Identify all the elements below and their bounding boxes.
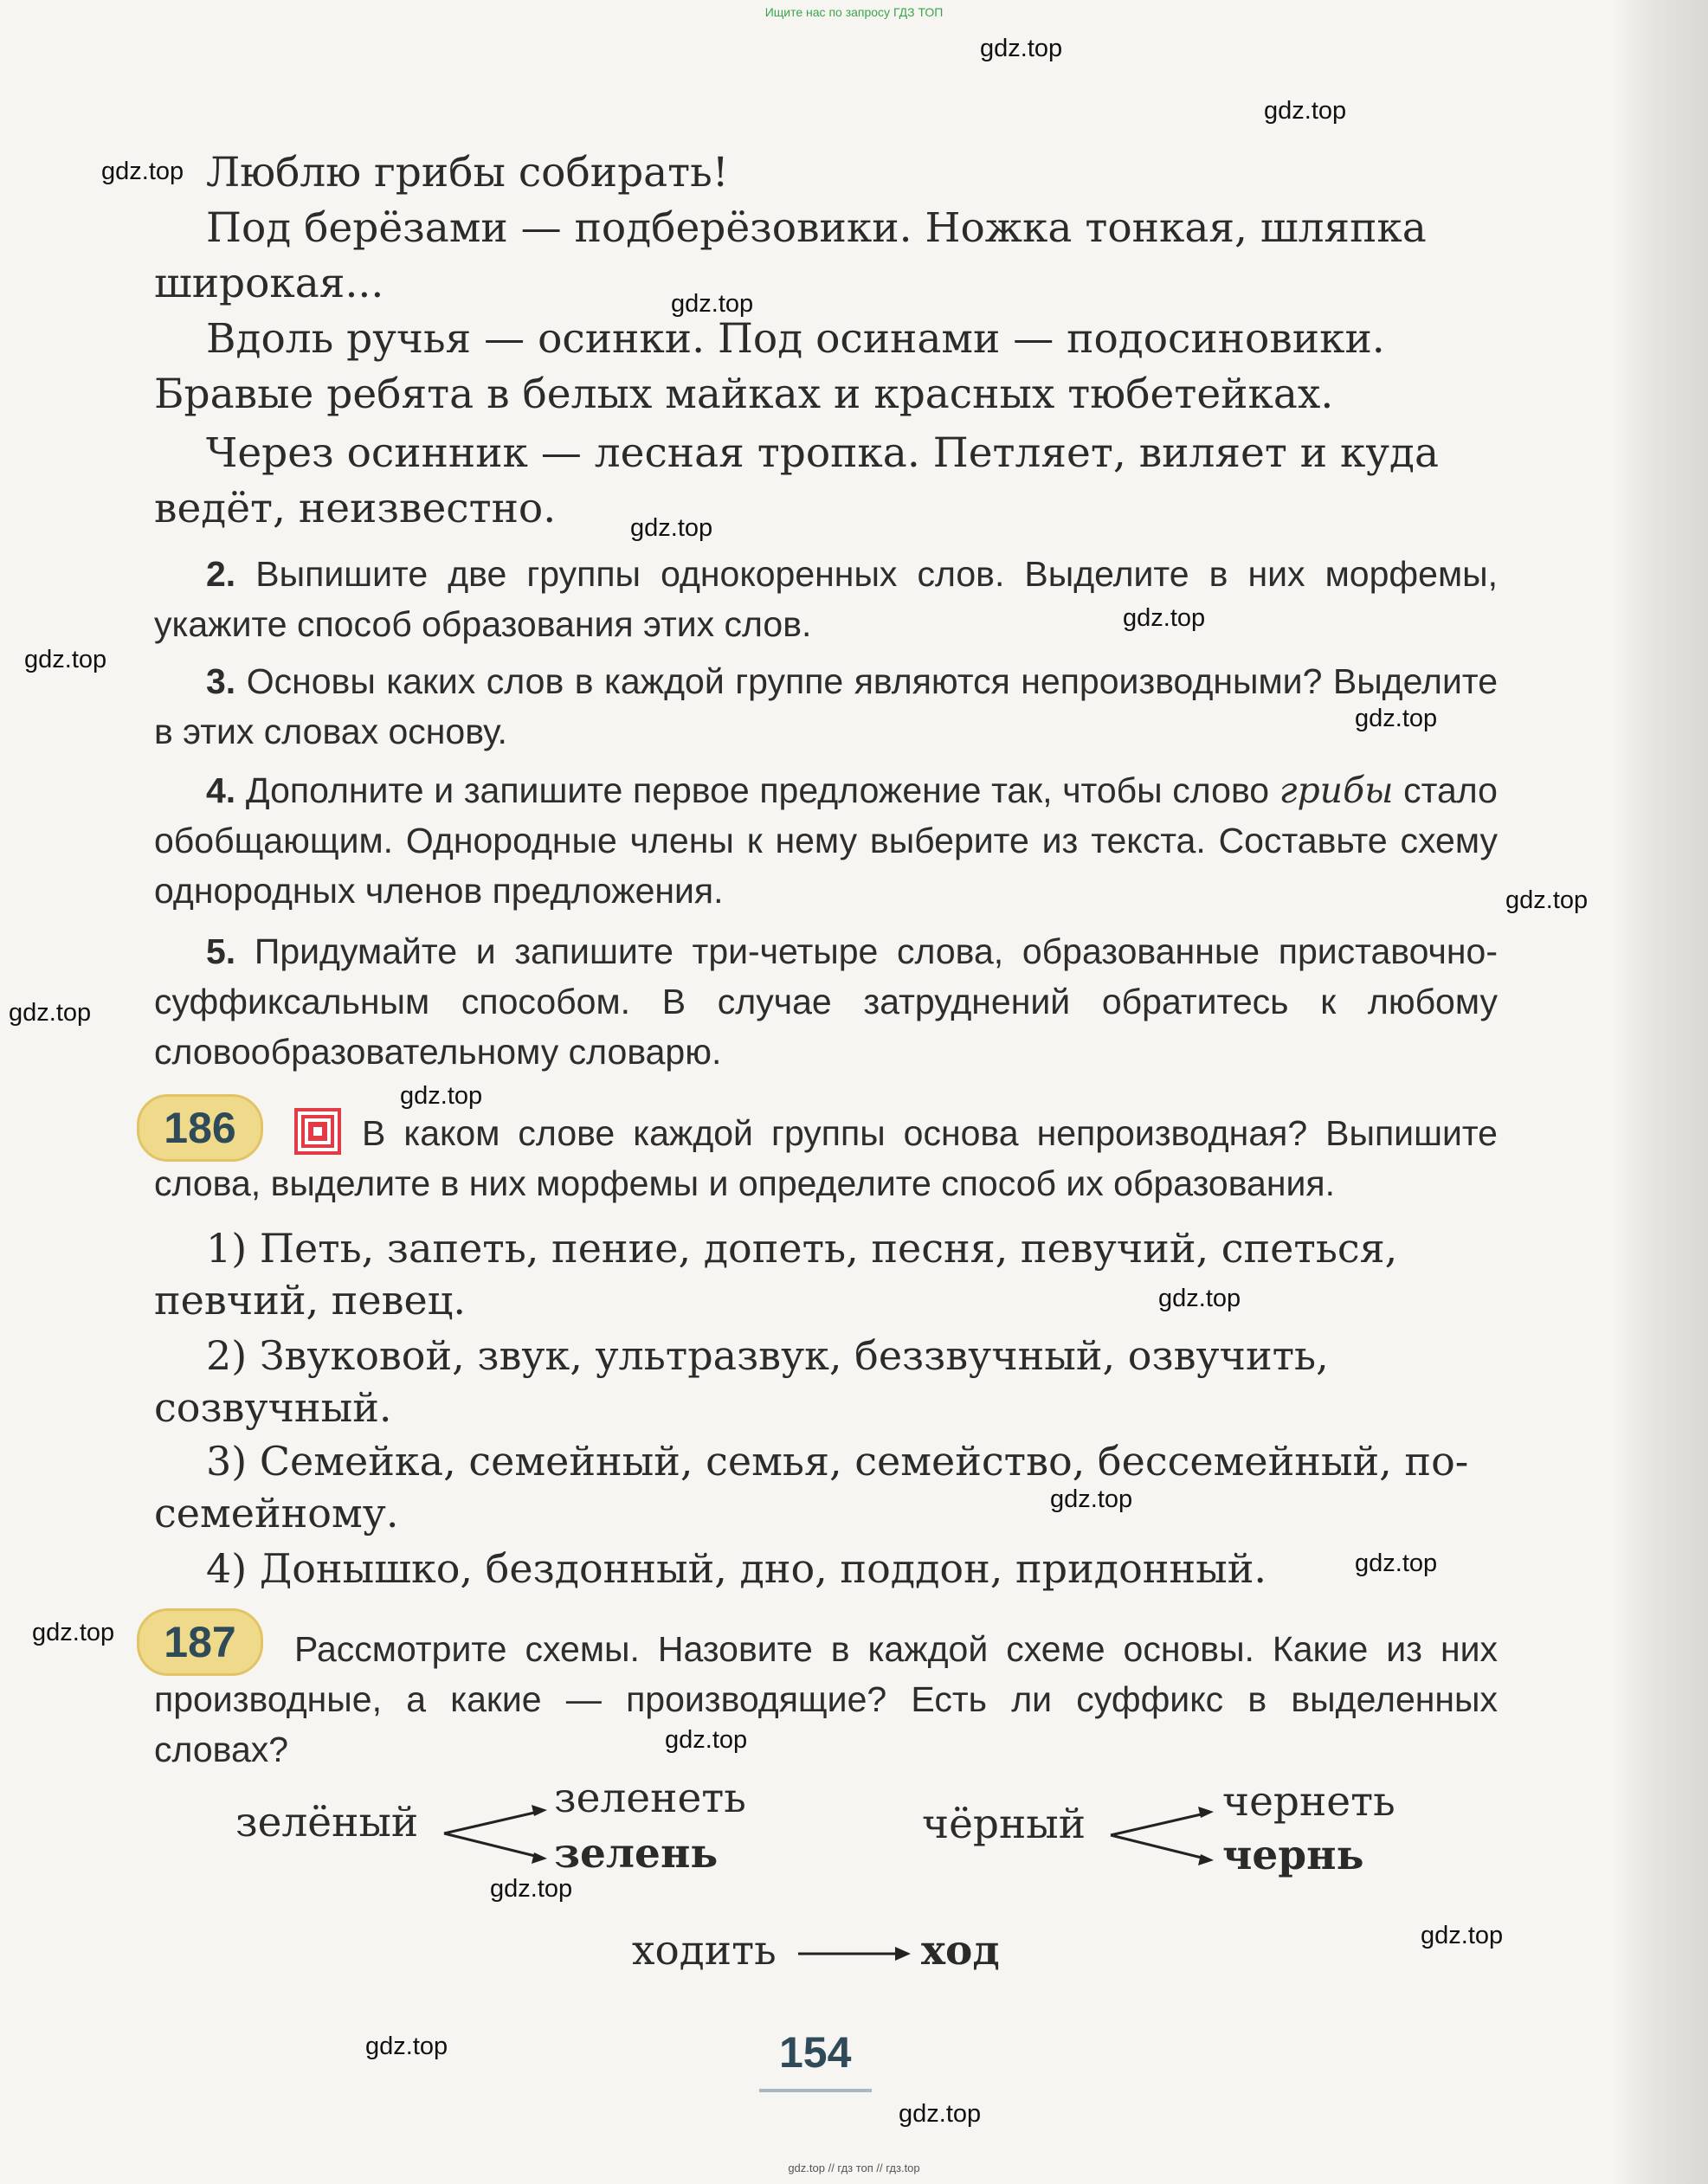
scheme-3-arrow [795,1941,916,1967]
scheme-1-source: зелёный [235,1799,419,1846]
page-number-underline [759,2089,872,2092]
watermark: gdz.top [1050,1485,1133,1513]
text-paragraph-4: Через осинник — лесная тропка. Петляет, виляет и куда ведёт, неизвестно. [154,429,1440,532]
watermark: gdz.top [1505,886,1589,914]
word-group-3: 3) Семейка, семейный, семья, семейство, бессемейный, по-семейному. [154,1438,1469,1537]
question-number: 2. [206,554,236,594]
watermark: gdz.top [365,2033,448,2060]
question-number: 3. [206,661,236,701]
question-text: стало обобщающим. Однородные члены к нему выберите из текста. Составьте схему однородных членов предложения. [154,770,1498,911]
page-edge-shadow [1613,0,1708,2184]
watermark: gdz.top [1355,705,1438,732]
question-3 [154,656,1498,757]
bottom-note: gdz.top // гдз топ // гдз.top [788,2161,920,2174]
word-group-1: 1) Петь, запеть, пение, допеть, песня, певучий, спеться, певчий, певец. [154,1225,1398,1324]
scheme-2-arrows [1106,1802,1219,1872]
exercise-number-badge: 187 [137,1608,263,1676]
question-number: 5. [206,931,236,971]
italic-word: грибы [1279,770,1394,811]
text-paragraph-1: Люблю грибы собирать! [206,149,729,196]
word-group-4: 4) Донышко, бездонный, дно, поддон, придонный. [206,1545,1267,1592]
text-paragraph-3: Вдоль ручья — осинки. Под осинами — подосиновики. Бравые ребята в белых майках и красных тюбетейках. [154,315,1385,418]
exercise-number-badge: 186 [137,1094,263,1162]
scheme-1-arrows [440,1801,552,1870]
exercise-186-task: В каком слове каждой группы основа непроизводная? Выпишите слова, выделите в них морфемы и определите способ их образования. [154,1113,1498,1203]
watermark: gdz.top [671,290,754,318]
word-group-2: 2) Звуковой, звук, ультразвук, беззвучный, озвучить, созвучный. [154,1332,1329,1431]
watermark: gdz.top [1355,1549,1438,1577]
question-2 [154,549,1498,649]
watermark: gdz.top [32,1619,115,1646]
top-note: Ищите нас по запросу ГДЗ ТОП [764,5,944,19]
question-text: Выпишите две группы однокоренных слов. Выделите в них морфемы, укажите способ образования этих слов. [154,554,1498,644]
text-paragraph-2: Под берёзами — подберёзовики. Ножка тонкая, шляпка широкая... [154,204,1427,307]
watermark: gdz.top [9,999,92,1027]
watermark: gdz.top [101,158,184,185]
scheme-1-target-1: зеленеть [554,1775,746,1822]
question-text: Дополните и запишите первое предложение так, чтобы слово [245,770,1270,810]
watermark: gdz.top [490,1875,573,1903]
scheme-2-target-2: чернь [1222,1832,1364,1879]
question-5 [154,926,1498,1077]
exercise-187-task: Рассмотрите схемы. Назовите в каждой схеме основы. Какие из них производные, а какие — производящие? Есть ли суффикс в выделенных словах? [154,1629,1498,1769]
watermark: gdz.top [1158,1285,1241,1312]
scheme-3-target: ход [921,1927,1000,1975]
question-text: Придумайте и запишите три-четыре слова, образованные приставочно-суффиксальным способом. В случае затруднений обратитесь к любому словообразовательному словарю. [154,931,1498,1072]
watermark: gdz.top [1123,604,1206,632]
question-4 [154,765,1498,916]
watermark: gdz.top [400,1082,483,1110]
watermark: gdz.top [899,2100,982,2128]
scheme-3-source: ходить [632,1927,777,1975]
question-text: Основы каких слов в каждой группе являются непроизводными? Выделите в этих словах основу. [154,661,1498,751]
question-number: 4. [206,770,236,810]
watermark: gdz.top [1421,1922,1504,1949]
watermark: gdz.top [24,646,107,673]
scheme-1-target-2: зелень [554,1830,719,1878]
watermark: gdz.top [1264,97,1347,125]
scheme-2-target-1: чернеть [1222,1778,1395,1826]
scheme-2-source: чёрный [922,1801,1086,1848]
page-number: 154 [779,2028,852,2077]
watermark: gdz.top [665,1726,748,1754]
watermark: gdz.top [630,514,713,542]
watermark: gdz.top [980,35,1063,62]
